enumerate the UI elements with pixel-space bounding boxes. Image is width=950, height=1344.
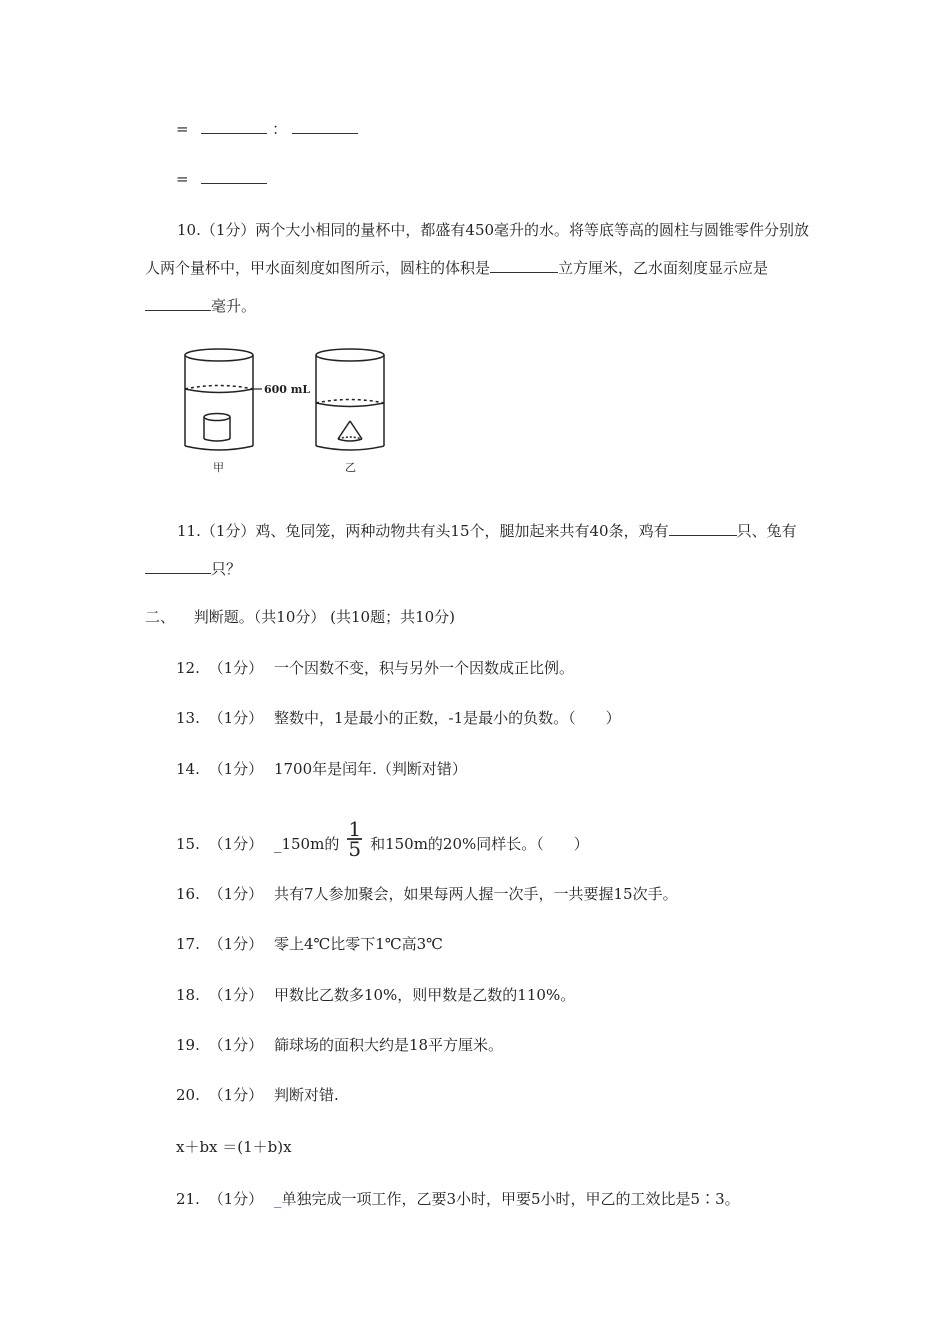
answer-blank[interactable] (490, 258, 558, 273)
question-number: 10. (177, 221, 201, 239)
question-number: 14. (176, 760, 200, 778)
question-text: 一个因数不变，积与另外一个因数成正比例。 (273, 659, 574, 677)
question-number: 21. (176, 1190, 200, 1208)
question-score: （1分） (208, 935, 264, 953)
ratio-line-2 (176, 168, 267, 190)
section-title: 判断题。（共10分） (共10题；共10分) (193, 608, 456, 626)
question-12 (176, 657, 574, 679)
question-11 (145, 512, 815, 588)
fraction-numerator: 1 (348, 817, 362, 841)
cup-right (316, 349, 384, 450)
question-text: 篩球场的面积大约是18平方厘米。 (273, 1036, 504, 1054)
volume-label: 600 mL (264, 383, 311, 396)
question-score: （1分） (208, 760, 264, 778)
question-number: 11. (177, 522, 201, 540)
question-14 (176, 758, 467, 780)
question-text: 甲数比乙数多10%，则甲数是乙数的110%。 (273, 986, 576, 1004)
fraction-denominator: 5 (348, 837, 362, 861)
question-score: （1分） (208, 1190, 264, 1208)
question-19 (176, 1034, 503, 1056)
equals-sign: = (176, 120, 189, 138)
question-text: 只、兔有 (736, 522, 797, 540)
formula: x＋bx ＝(1＋b)x (176, 1138, 292, 1156)
answer-blank[interactable] (201, 169, 267, 184)
question-number: 17. (176, 935, 200, 953)
question-text: 零上4℃比零下1℃高3℃ (273, 935, 443, 953)
answer-marker[interactable]: _ (273, 1190, 282, 1208)
question-score: （1分） (208, 986, 264, 1004)
cup-left-label: 甲 (213, 461, 224, 474)
answer-blank[interactable] (145, 296, 211, 311)
answer-blank[interactable] (201, 119, 267, 134)
fraction (347, 817, 362, 861)
question-text: 只？ (211, 560, 242, 578)
question-text: 两个大小相同的量杯中，都盛有450毫升的水。将等底等高的圆柱与圆锥零件分别放人两个量杯中，甲水面刻度如图所示，圆柱的体积是 (145, 221, 810, 277)
answer-blank[interactable] (292, 119, 358, 134)
question-18 (176, 984, 575, 1006)
answer-blank[interactable] (145, 559, 211, 574)
answer-blank[interactable] (669, 521, 737, 536)
measuring-cups-figure (170, 340, 410, 480)
question-score: （1分） (208, 835, 264, 853)
question-20 (176, 1084, 339, 1106)
question-score: （1分） (208, 1036, 264, 1054)
question-number: 13. (176, 709, 200, 727)
question-number: 15. (176, 835, 200, 853)
section-header (145, 606, 455, 628)
ratio-line-1 (176, 118, 358, 140)
question-score: （1分） (208, 659, 264, 677)
cup-right-label: 乙 (345, 461, 356, 474)
question-number: 12. (176, 659, 200, 677)
question-text: 毫升。 (211, 297, 257, 315)
question-15 (176, 817, 589, 864)
question-text: 和150m的20%同样长。（ ） (370, 835, 589, 853)
ratio-colon: ： (272, 120, 288, 138)
question-score: （1分） (208, 885, 264, 903)
question-10 (145, 211, 815, 325)
question-text: 单独完成一项工作，乙要3小时，甲要5小时，甲乙的工效比是5∶3。 (281, 1190, 740, 1208)
question-text: _150m的 (273, 835, 340, 853)
section-number: 二、 (145, 608, 176, 626)
question-21 (176, 1188, 740, 1210)
question-score: （1分） (200, 522, 256, 540)
question-score: （1分） (208, 709, 264, 727)
question-13 (176, 707, 621, 729)
question-text: 共有7人参加聚会，如果每两人握一次手，一共要握15次手。 (273, 885, 678, 903)
question-number: 20. (176, 1086, 200, 1104)
question-score: （1分） (208, 1086, 264, 1104)
question-text: 鸡、兔同笼，两种动物共有头15个，腿加起来共有40条，鸡有 (255, 522, 669, 540)
question-number: 16. (176, 885, 200, 903)
question-17 (176, 933, 443, 955)
question-text: 1700年是闰年.（判断对错） (273, 760, 467, 778)
question-16 (176, 883, 678, 905)
equals-sign: = (176, 170, 189, 188)
cup-left (185, 349, 253, 450)
question-text: 立方厘米，乙水面刻度显示应是 (558, 259, 769, 277)
question-number: 19. (176, 1036, 200, 1054)
question-text: 判断对错. (273, 1086, 339, 1104)
question-score: （1分） (200, 221, 256, 239)
question-number: 18. (176, 986, 200, 1004)
question-text: 整数中，1是最小的正数，-1是最小的负数。（ ） (273, 709, 621, 727)
